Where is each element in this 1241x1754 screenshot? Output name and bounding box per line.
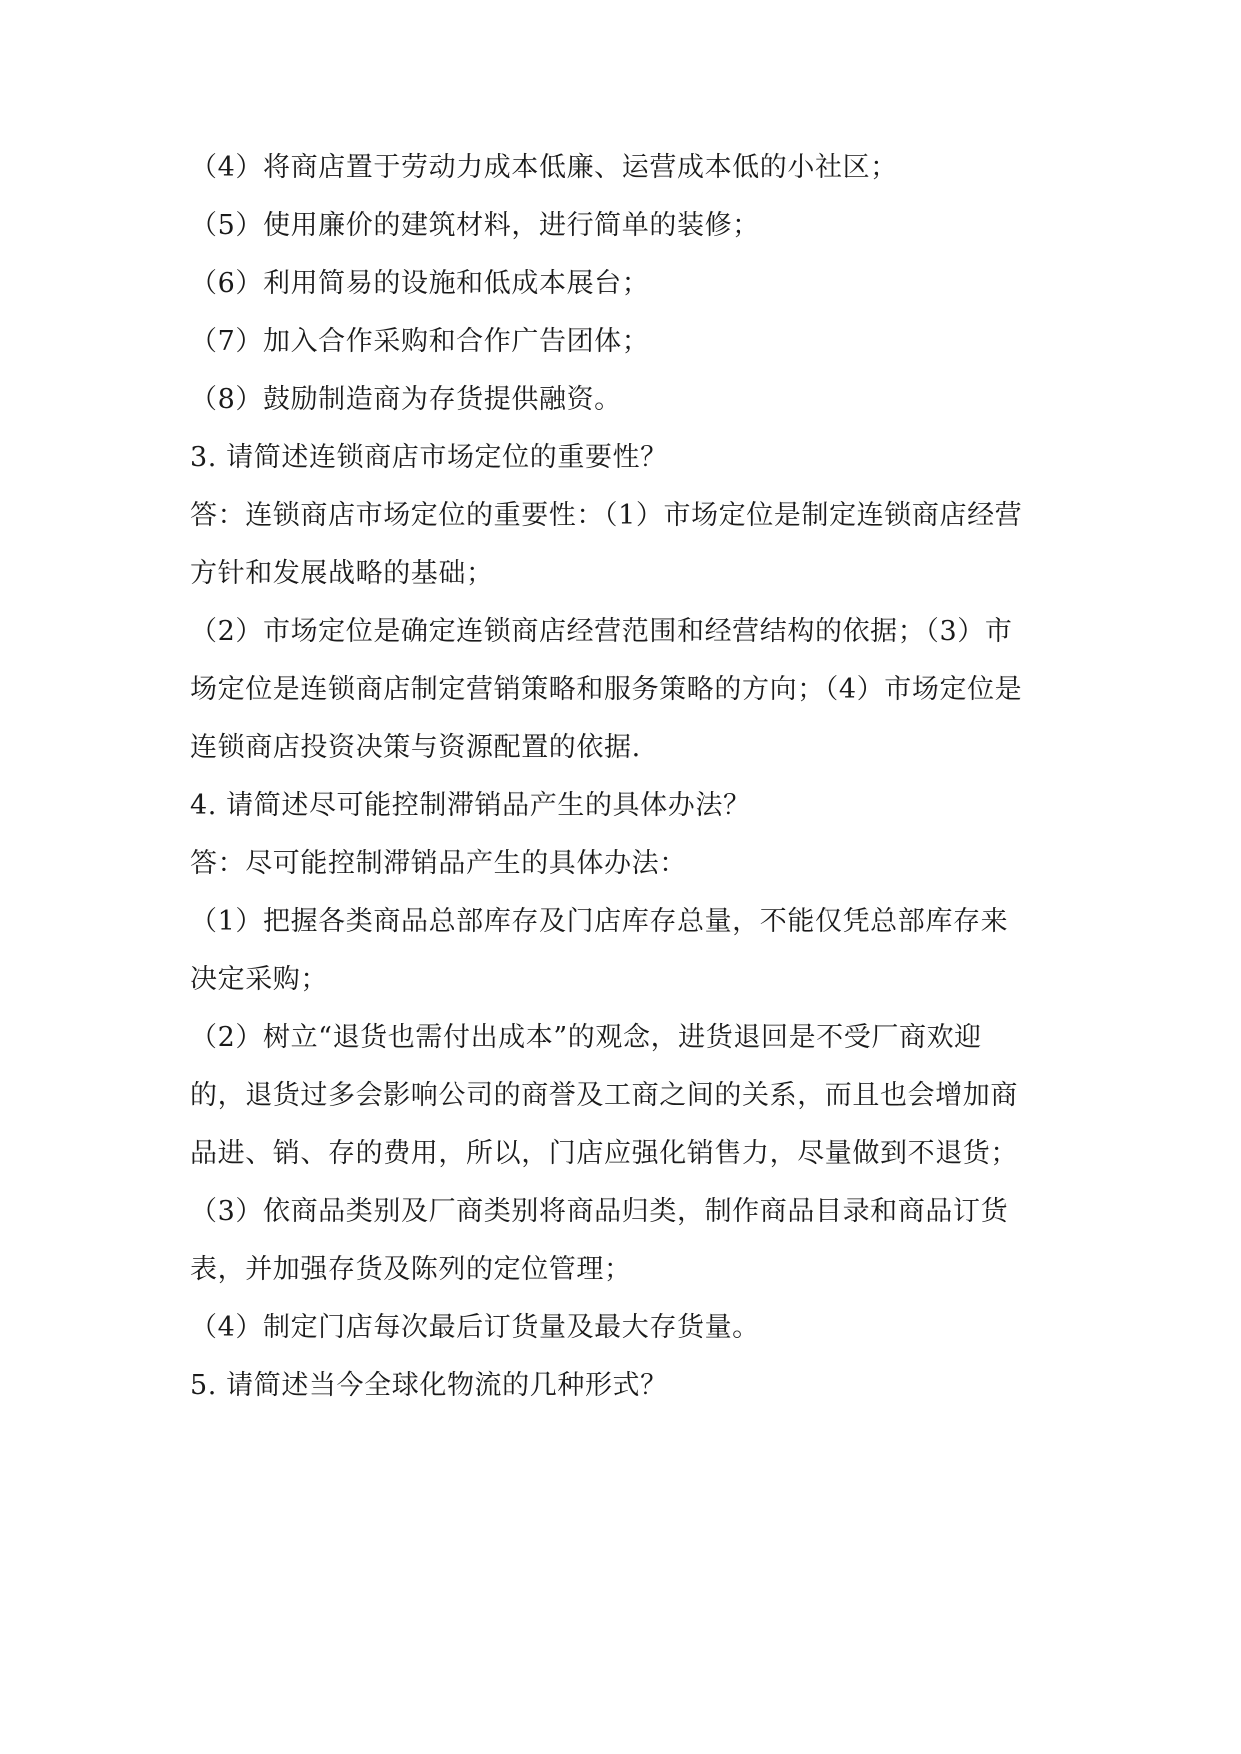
answer-4-item-2-line-3: 品进、销、存的费用，所以，门店应强化销售力，尽量做到不退货； [190, 1138, 1018, 1169]
answer-4-item-2-line-1: （2）树立“退货也需付出成本”的观念，进货退回是不受厂商欢迎 [190, 1022, 982, 1053]
answer-4-item-1-line-1: （1）把握各类商品总部库存及门店库存总量，不能仅凭总部库存来 [190, 906, 1009, 937]
question-3: 3. 请简述连锁商店市场定位的重要性？ [190, 442, 668, 473]
list-item-8: （8）鼓励制造商为存货提供融资。 [190, 384, 622, 415]
question-5: 5. 请简述当今全球化物流的几种形式？ [190, 1370, 668, 1401]
list-item-5: （5）使用廉价的建筑材料，进行简单的装修； [190, 210, 760, 241]
answer-4-item-3-line-2: 表，并加强存货及陈列的定位管理； [190, 1254, 632, 1285]
answer-3-line-3: （2）市场定位是确定连锁商店经营范围和经营结构的依据；（3）市 [190, 616, 1013, 647]
answer-4-item-3-line-1: （3）依商品类别及厂商类别将商品归类，制作商品目录和商品订货 [190, 1196, 1009, 1227]
answer-3-line-2: 方针和发展战略的基础； [190, 558, 494, 589]
answer-4-item-1-line-2: 决定采购； [190, 964, 328, 995]
answer-3-line-5: 连锁商店投资决策与资源配置的依据. [190, 732, 641, 763]
answer-4-item-4: （4）制定门店每次最后订货量及最大存货量。 [190, 1312, 760, 1343]
answer-4-intro: 答：尽可能控制滞销品产生的具体办法： [190, 848, 687, 879]
answer-3-line-4: 场定位是连锁商店制定营销策略和服务策略的方向；（4）市场定位是 [190, 674, 1023, 705]
list-item-6: （6）利用简易的设施和低成本展台； [190, 268, 650, 299]
answer-3-line-1: 答：连锁商店市场定位的重要性：（1）市场定位是制定连锁商店经营 [190, 500, 1023, 531]
answer-4-item-2-line-2: 的，退货过多会影响公司的商誉及工商之间的关系，而且也会增加商 [190, 1080, 1018, 1111]
list-item-7: （7）加入合作采购和合作广告团体； [190, 326, 650, 357]
list-item-4: （4）将商店置于劳动力成本低廉、运营成本低的小社区； [190, 152, 898, 183]
question-4: 4. 请简述尽可能控制滞销品产生的具体办法？ [190, 790, 751, 821]
